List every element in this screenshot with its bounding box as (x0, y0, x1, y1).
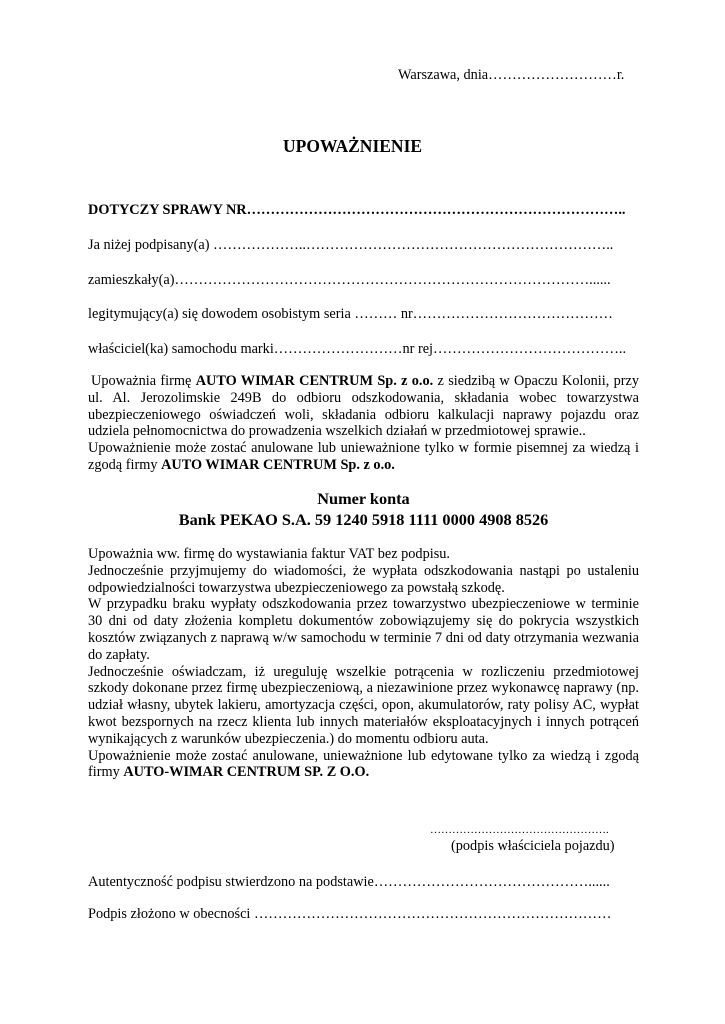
residence-field: zamieszkały(a)……………………………………………………………………………...... (88, 272, 611, 288)
declarations-block (88, 546, 639, 781)
declaration-invoices: Upoważnia ww. firmę do wystawiania faktur VAT bez podpisu. (88, 546, 450, 562)
vehicle-owner-field: właściciel(ka) samochodu marki………………………nr rej………………………………….. (88, 341, 627, 357)
authenticity-field: Autentyczność podpisu stwierdzono na podstawie………………………………………...... (88, 874, 610, 890)
company-name: AUTO WIMAR CENTRUM Sp. z o.o. (161, 456, 395, 473)
account-heading: Numer konta (317, 489, 410, 508)
signature-caption: (podpis właściciela pojazdu) (451, 838, 615, 854)
signatory-field: Ja niżej podpisany(a) ………………..……………………………………………………….. (88, 237, 614, 253)
declaration-deductions: Jednocześnie oświadczam, iż ureguluję wszelkie potrącenia w rozliczeniu przedmiotowej szkody dokonane przez firmę ubezpieczeniową, a niezawinione przez wykonawcę naprawy (np. udział własny, ubytek lakieru, amortyzacja części, opon, akumulatorów, raty polisy AC, wypłat kwot bezspornych na rzecz klienta lub innych materiałów eksploatacyjnych i innych potrąceń wynikających z warunków ubezpieczenia.) do momentu odbioru auta. (88, 663, 639, 747)
declaration-payout: Jednocześnie przyjmujemy do wiadomości, że wypłata odszkodowania nastąpi po ustaleniu odpowiedzialności towarzystwa ubezpieczeniowego za powstałą szkodę. (88, 562, 639, 596)
authorization-paragraph: Upoważnia firmę AUTO WIMAR CENTRUM Sp. z o.o. z siedzibą w Opaczu Kolonii, przy ul. Al. Jerozolimskie 249B do odbioru odszkodowania, składania wobec towarzystwa ubezpieczeniowego oświadczeń woli, składania odbioru kalkulacji naprawy pojazdu oraz udziela pełnomocnictwa do prowadzenia wszelkich działań w przedmiotowej sprawie.. (88, 373, 639, 440)
company-name: AUTO-WIMAR CENTRUM SP. Z O.O. (123, 764, 370, 781)
declaration-cancellation: Upoważnienie może zostać anulowane, unieważnione lub edytowane tylko za wiedzą i zgodą firmy AUTO-WIMAR CENTRUM SP. Z O.O. (88, 747, 639, 781)
declaration-costs: W przypadku braku wypłaty odszkodowania przez towarzystwo ubezpieczeniowe w terminie 30 dni od daty złożenia kompletu dokumentów zobowiązujemy się do pokrycia wszystkich kosztów związanych z naprawą w/w samochodu w terminie 7 dni od daty otrzymania wezwania do zapłaty. (88, 596, 639, 663)
signature-line: …………………………………………. (430, 824, 609, 836)
witness-field: Podpis złożono w obecności ………………………………………………………………… (88, 906, 612, 922)
case-number-label: DOTYCZY SPRAWY NR…………………………………………………………………….. (88, 202, 626, 218)
place-date: Warszawa, dnia………………………r. (398, 67, 625, 83)
case-number-field (88, 202, 625, 219)
company-name: AUTO WIMAR CENTRUM Sp. z o.o. (195, 373, 434, 389)
cancellation-paragraph: Upoważnienie może zostać anulowane lub unieważnione tylko w formie pisemnej za wiedzą i zgodą firmy AUTO WIMAR CENTRUM Sp. z o.o. (88, 440, 639, 473)
bank-account-line: Bank PEKAO S.A. 59 1240 5918 1111 0000 4908 8526 (178, 510, 549, 529)
id-card-field: legitymujący(a) się dowodem osobistym seria ……… nr…………………………………… (88, 306, 613, 322)
authorization-block (88, 373, 639, 474)
document-title: UPOWAŻNIENIE (283, 136, 423, 156)
